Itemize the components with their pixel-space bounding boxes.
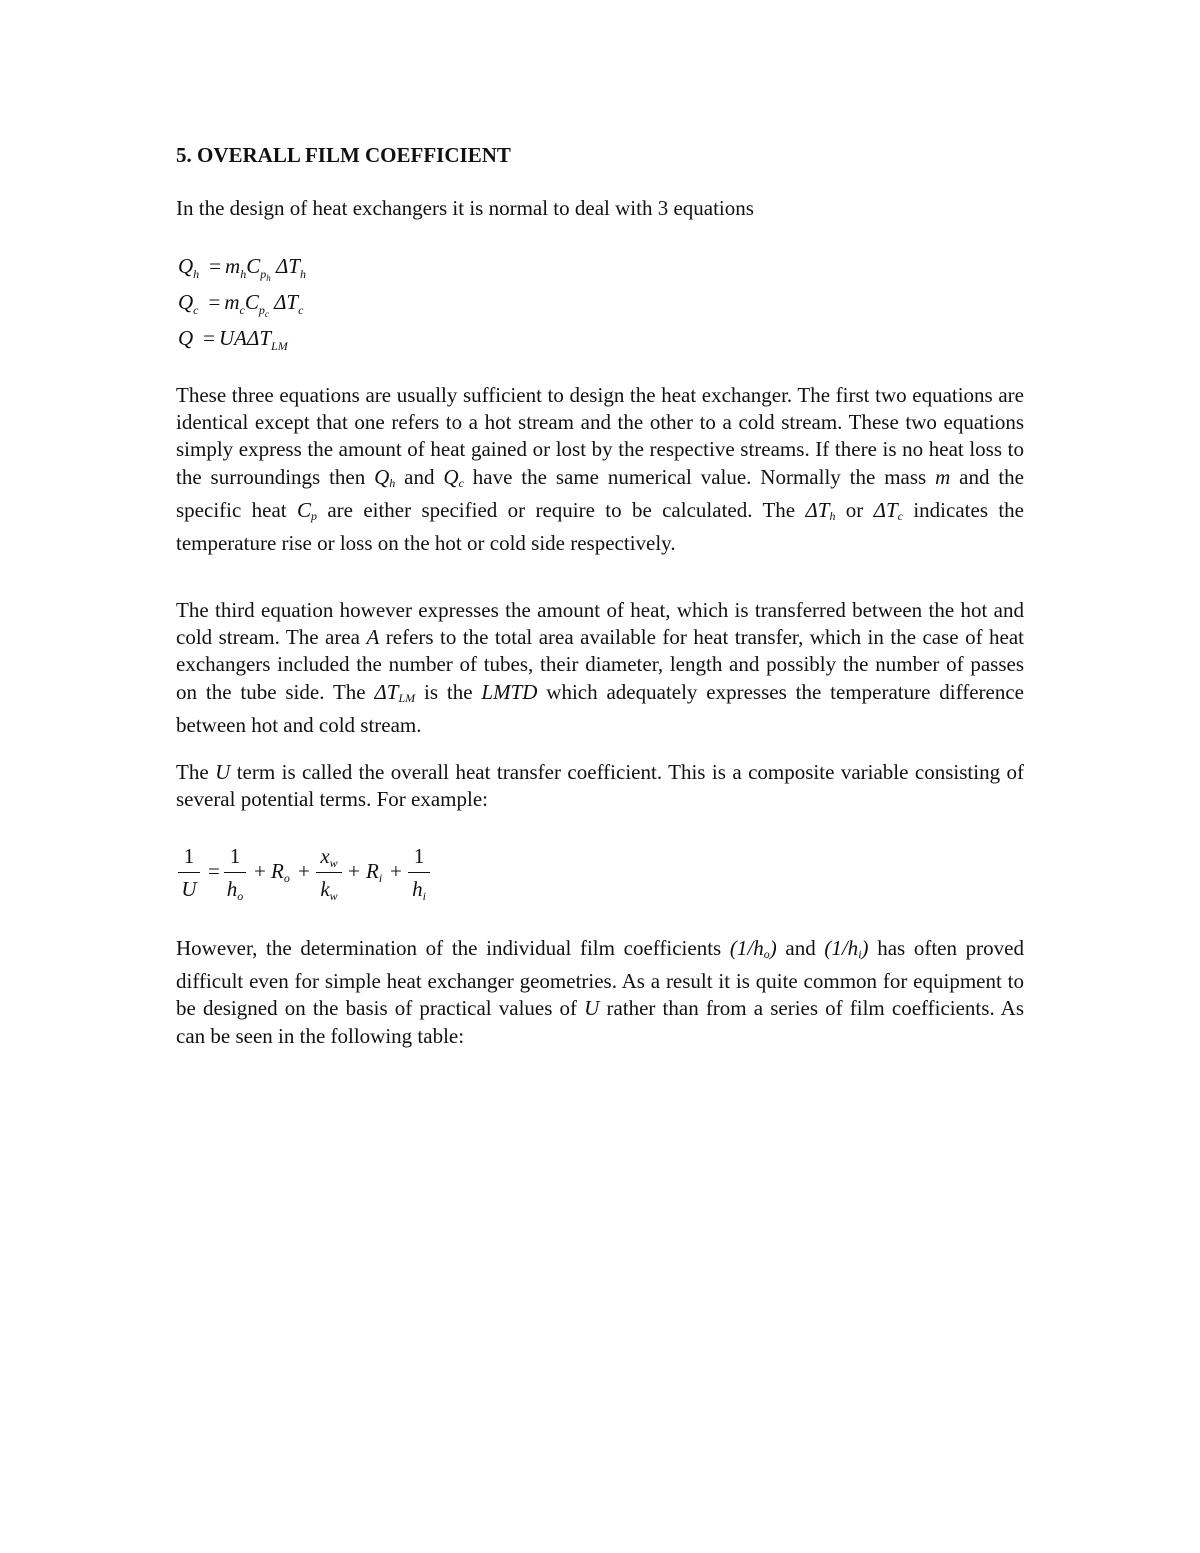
intro-sentence: In the design of heat exchangers it is normal to deal with 3 equations [176, 196, 754, 220]
term-ro: $R_o$ [271, 859, 290, 885]
section-heading: 5. OVERALL FILM COEFFICIENT [176, 143, 511, 167]
fraction-one-over-ho: 1 $h_o$ [224, 844, 246, 904]
fraction-one-over-hi: 1 $h_i$ [408, 844, 430, 904]
paragraph-u-term: The U term is called the overall heat transfer coefficient. This is a composite variable consisting of several potential terms. For example: [176, 760, 1024, 812]
equation-overall: $Q = UA\Delta T_{LM}$ [178, 326, 288, 353]
paragraph-streams: These three equations are usually sufficient to design the heat exchanger. The first two equations are identical except that one refers to a hot stream and the other to a cold stream. These two equations simply express the amount of heat gained or lost by the respective streams. If there is no heat loss to the surroundings then $Q_h$ and $Q_c$ have the same numerical value. Normally the mass m and the specific heat $C_p$ are either specified or require to be calculated. The $\Delta T_h$ or $\Delta T_c$ indicates the temperature rise or loss on the hot or cold side respectively. [176, 383, 1024, 556]
term-ri: $R_i$ [366, 859, 383, 885]
paragraph-film-coefficients: However, the determination of the individual film coefficients $(1/h_o)$ and $(1/h_i)$ has often proved difficult even for simple heat exchanger geometries. As a result it is quite common for equipment to be designed on the basis of practical values of U rather than from a series of film coefficients. As can be seen in the following table: [176, 936, 1024, 1048]
fraction-one-over-u: 1 U [178, 844, 200, 902]
paragraph-third-equation: The third equation however expresses the amount of heat, which is transferred between the hot and cold stream. The area A refers to the total area available for heat transfer, which in the case of heat exchangers included the number of tubes, their diameter, length and possibly the number of passes on the tube side. The $\Delta T_{LM}$ is the LMTD which adequately expresses the temperature difference between hot and cold stream. [176, 598, 1025, 737]
equation-hot-stream: $Q_h = m_hC_{p_h}$ $\Delta T_h$ [178, 254, 306, 283]
fraction-xw-over-kw: $x_w$ $k_w$ [316, 844, 342, 904]
equation-cold-stream: $Q_c = m_cC_{p_c}$ $\Delta T_c$ [178, 290, 304, 319]
overall-coefficient-formula: 1 U = 1 $h_o$ + $R_o$ + $x_w$ $k_w$ + $R_i$ + 1 $h_i$ [176, 844, 446, 910]
